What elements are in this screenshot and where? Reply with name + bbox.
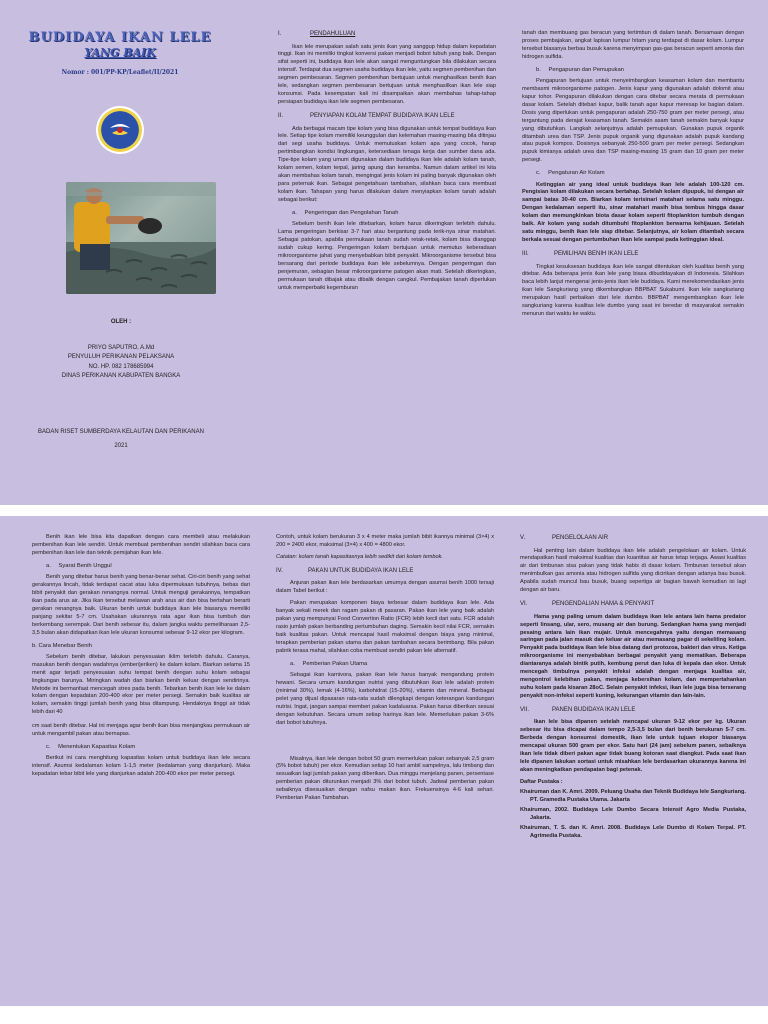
section-heading-intro	[278, 30, 496, 39]
subsection-heading	[46, 743, 250, 751]
section-heading-pond	[278, 112, 496, 121]
agency-name: BADAN RISET SUMBERDAYA KELAUTAN DAN PERIKANAN	[38, 429, 204, 435]
paragraph: cm saat benih ditebar. Hal ini menjaga agar benih ikan bisa menjangkau permukaan air untuk mengambil pakan atau bernapas.	[32, 723, 250, 738]
reference-item: Khairuman dan K. Amri. 2009. Peluang Usaha dan Teknik Budidaya lele Sangkuriang. PT. Gramedia Pustaka Utama. Jakarta	[520, 788, 746, 803]
paragraph: Anjuran pakan ikan lele berdasarkan umurnya dengan asumsi benih 1000 tersaji dalam Tabel berikut :	[276, 580, 494, 595]
section-number: VI.	[520, 601, 528, 608]
back-column-1	[32, 534, 250, 1002]
paragraph: Pengapuran bertujuan untuk menyeimbangkan keasaman kolam dan membantu membasmi mikroorganisme patogen. Jenis kapur yang digunakan adalah dolomit atau kapur tohor. Pengapuran dilakukan dengan cara ditebar secara merata di permukaan dasar kolam. Setelah ditebari kapur, balik tanah agar kapur meresap ke bagian dalam. Dosis yang diperlukan untuk pengapuran adalah 250-750 gram per meter persegi, atau tergantung pada derajat keasaman tanah. Semakin asam tanah semakin banyak kapur yang dibutuhkan. Langkah selanjutnya adalah pemupukan. Gunakan pupuk organik ditambah urea dan TSP. Jenis pupuk organik yang digunakan adalah pupuk kandang atau pupuk kompos. Dosisnya sebanyak 250-500 gram per meter persegi. Sedangkan pupuk kimianya adalah urea dan TSP masing-masing 15 gram dan 10 gram per meter persegi.	[522, 77, 744, 164]
subsection-title: Pengapuran dan Pemupukan	[548, 66, 624, 73]
leaflet-page-back	[0, 516, 768, 1006]
subsection-letter: c.	[46, 744, 51, 751]
subsection-letter: a.	[290, 660, 295, 667]
author-office: DINAS PERIKANAN KABUPATEN BANGKA	[61, 373, 181, 380]
author-role: PENYULUH PERIKANAN PELAKSANA	[67, 354, 175, 361]
paragraph: Berikut ini cara menghitung kapasitas kolam untuk budidaya ikan lele secara intensif. Asumsi kedalaman kolam 1-1,5 meter (kedalaman yang dianjurkan). Maka kepadatan tebar bibit lele yang dianjurkan adalah 200-400 ekor per meter persegi.	[32, 755, 250, 778]
section-number: VII.	[520, 706, 530, 713]
reference-item: Khairuman, 2002. Budidaya Lele Dumbo Secara Intensif Agro Media Pustaka, Jakarta.	[520, 806, 746, 821]
subsection-heading	[290, 660, 494, 668]
front-column-3	[522, 30, 744, 500]
subsection-title: Pemberian Pakan Utama	[302, 660, 368, 667]
section-title: PEMILIHAN BENIH IKAN LELE	[554, 251, 639, 257]
paragraph: Contoh, untuk kolam berukuran 3 x 4 meter maka jumlah bibit ikannya minimal (3×4) x 200 = 2400 ekor, maksimal (3×4) x 400 = 4800 ekor.	[276, 534, 494, 548]
author-name: PRIYO SAPUTRO, A.Md	[87, 344, 155, 351]
ministry-emblem-icon	[96, 106, 144, 154]
subsection-heading	[46, 562, 250, 570]
title-line-2: YANG BAIK	[84, 46, 156, 59]
subsection-title: b. Cara Menebar Benih	[32, 642, 92, 649]
paragraph: tanah dan membuang gas beracun yang tertimbun di dalam tanah. Bersamaan dengan proses pembajakan, angkat lapisan lumpur hitam yang terdapat di dasar kolam. Lumpur tersebut biasanya berbau busuk karena menyimpan gas-gas beracun seperti amonia dan hidrogen sulfida.	[522, 30, 744, 60]
subsection-title: Menentukan Kapasitas Kolam	[58, 744, 136, 751]
section-heading-feed	[276, 567, 494, 576]
subsection-heading	[32, 642, 250, 650]
back-column-2	[276, 534, 494, 1002]
paragraph: Tingkat kesuksesan budidaya ikan lele sangat ditentukan oleh kualitas benih yang ditebar. Ada beberapa jenis ikan lele yang biasa dibudidayakan di Indonesia. Silahkan baca lebih lanjut mengenai jenis-jenis ikan lele budidaya. Kami merekomendasikan jenis ikan lele Sangkuriang yang dikembangkan BBPBAT Sukabumi. Ikan lele sangkuriang merupakan hasil perbaikan dari lele dumbo. BBPBAT mengembangkan ikan lele sangkuriang karena kualitas lele dumbo yang saat ini beredar di masyarakat semakin menurun dari waktu ke waktu.	[522, 263, 744, 318]
subsection-heading	[536, 66, 744, 74]
subsection-letter: c.	[536, 170, 541, 177]
subsection-title: Syarat Benih Unggul	[58, 562, 112, 569]
section-title: PENGELOLAAN AIR	[552, 535, 609, 541]
subsection-letter: a.	[292, 209, 297, 216]
subsection-title: Pengaturan Air Kolam	[548, 170, 605, 177]
references-title: Daftar Pustaka :	[520, 779, 563, 786]
paragraph: Pakan merupakan komponen biaya terbesar dalam budidaya ikan lele. Ada banyak sekali merek dan ragam pakan di pasaran. Pakan ikan lele yang baik adalah pakan yang mempunyai Food Convertion Ratio (FCR) lebih kecil dari satu. FCR adalah rasio jumlah pakan berbanding pertumbuhan daging. Semakin kecil nilai FCR, semakin baik kualitas pakan. Untuk mencapai hasil maksimal dengan biaya yang minimal, terapkan pemberian pakan utama dan pakan tambahan secara berimbang. Bila pakan pabrik terasa mahal, silahkan coba membuat sendiri pakan lele alternatif.	[276, 600, 494, 654]
paragraph: Sebagai ikan karnivora, pakan ikan lele harus banyak mengandung protein hewani. Secara umum kandungan nutrisi yang dibutuhkan ikan lele adalah protein (minimal 30%), lemak (4-16%), karbohidrat (15-20%), vitamin dan mineral. Berbagai pelet yang dijual dipasaran rata-rata sudah dilengkapi dengan keterangan kandungan nutrisi. Ingat, jangan sampai memberi pakan kadaluarsa. Pakan harus diberikan sesuai dengan kebutuhan. Secara umum setiap harinya ikan lele. Memerlukan pakan 3-6% dari bobot tubuhnya.	[276, 671, 494, 726]
section-heading-seed	[522, 250, 744, 259]
reference-item: Khairuman, T. S. dan K. Amri. 2008. Budidaya Lele Dumbo di Kolam Terpal. PT. Agrimedia Pustaka.	[520, 824, 746, 839]
title-line-1: BUDIDAYA IKAN LELE	[28, 30, 212, 45]
paragraph: Sebelum benih ditebar, lakukan penyesuaian iklim terlebih dahulu. Caranya, masukan benih dengan wadahnya (ember/jeriken) ke dalam kolam. Biarkan selama 15 menit agar terjadi penyesuaian suhu tempat benih dengan suhu kolam sebagai lingkungan barunya. Miringkan wadah dan biarkan benih keluar dengan sendirinya. Metode ini bermanfaat mencegah stres pada benih. Tebarkan benih ikan lele ke dalam kolam dengan kepadatan 200-400 ekor per meter persegi. Semakin baik kualitas air kolam, semakin tinggi jumlah benih yang bisa ditampung. Hendaknya tinggi air tidak lebih dari 40	[32, 653, 250, 716]
subsection-heading	[292, 209, 496, 217]
subsection-heading	[536, 169, 744, 177]
section-title: PENYIAPAN KOLAM TEMPAT BUDIDAYA IKAN LELE	[310, 113, 455, 120]
paragraph: Misalnya, ikan lele dengan bobot 50 gram memerlukan pakan sebanyak 2,5 gram (5% bobot tubuh) per ekor. Kemudian setiap 10 hari ambil sampelnya, lalu timbang dan sesuaikan lagi jumlah pakan yang diberikan. Dua minggu menjelang panen, persentase pemberian pakan diturunkan menjadi 3% dari bobot tubuh. Jadwal pemberian pakan sebaiknya disesuaikan dengan nafsu makan ikan. Frekuensinya 4-6 kali sehari. Pemberian Pakan Tambahan.	[276, 755, 494, 802]
paragraph: Benih ikan lele bisa kita dapatkan dengan cara membeli atau melakukan pembenihan ikan lele sendiri. Untuk membuat pembenihan sendiri silahkan baca cara pembenihan ikan lele dan teknik pemijahan ikan lele.	[32, 534, 250, 556]
references-list	[520, 789, 746, 841]
fish-farmer-photo	[66, 182, 216, 294]
by-label: OLEH :	[110, 319, 132, 325]
section-heading-water	[520, 534, 746, 543]
paragraph: Benih yang ditebar harus benih yang benar-benar sehat. Ciri-ciri benih yang sehat gerakannya lincah, tidak terdapat cacat atau luka dipermukaan tubuhnya, bebas dari bibit penyakit dan gerakan renangnya normal. Untuk menguji gerakannya, tempatkan ikan pada arus air. Jika ikan tersebut melawan arah arus air dan bisa bertahan berarti gerakan renangnya baik. Ukuran benih untuk budidaya ikan lele biasanya memiliki panjang sekitar 5-7 cm. Usahakan ukurannya rata agar ikan bisa tumbuh dan berkembang serempak. Dari benih sebesar itu, dalam jangka waktu pemeliharaan 2,5-3,5 bulan akan didapatkan ikan lele ukuran konsumsi sebesar 9-12 ekor per kilogram.	[32, 574, 250, 636]
subsection-letter: b.	[536, 66, 541, 73]
subsection-title: Pengeringan dan Pengolahan Tanah	[304, 209, 399, 216]
document-number: Nomor : 001/PP-KP/Leaflet/II/2021	[61, 69, 179, 76]
section-number: V.	[520, 535, 526, 541]
publication-year: 2021	[114, 442, 128, 449]
note: Catatan: kolam tanah kapasitasnya lebih sedikit dari kolam tembok.	[276, 553, 443, 560]
section-title: PENDAHULUAN	[310, 31, 356, 37]
section-number: IV.	[276, 567, 283, 574]
paragraph: Hama yang paling umum dalam budidaya ikan lele antara lain hama predator seperti linsang, ular, sero, musang air dan burung. Sedangkan hama yang menjadi pesaing antara lain ikan mujair. Untuk mencegahnya yaitu dengan memasang saringan pada jalan masuk dan keluar air atau memasang pagar di sekeliling kolam. Penyakit pada budidaya ikan lele bisa datang dari protozoa, bakteri dan virus. Ketiga mikroorganisme ini menyebabkan berbagai penyakit yang mematikan. Beberapa diantaranya adalah bintik putih, kembung perut dan luka di kepala dan ekor. Untuk mencegah timbulnya penyakit infeksi adalah dengan menjaga kualitas air, mengontrol kelebihan pakan, menjaga kebersihan kolam, dan mempertahankan suhu kolam pada kisaran 28oC. Selain penyakit infeksi, ikan lele juga bisa terserang penyakit non-infeksi seperti kuning, kekurangan vitamin dan lain-lain.	[520, 613, 746, 700]
paragraph: Sebelum benih ikan lele ditebarkan, kolam harus dikeringkan terlebih dahulu. Lama pengeringan berkisar 3-7 hari atau bergantung pada terik-nya sinar matahari. Sebagai patokan, apabila permukaan tanah sudah retak-retak, kolam bisa dianggap sudah cukup kering. Pengeringan kolam bertujuan untuk memutus keberadaan mikroorganisme jahat yang menyebabkan bibit penyakit. Mikroorganisme tersebut bisa bersarang dari periode budidaya ikan lele sebelumnya. Dengan pengeringan dan penjemuran, sebagian besar mikroorganisme patogen akan mati. Setelah dikeringkan, permukaan tanah dibajak atau dibalik dengan cangkul. Pembajakan tanah diperlukan untuk memperbaiki kegemburan	[278, 221, 496, 291]
section-title: PANEN BUDIDAYA IKAN LELE	[552, 706, 636, 713]
section-heading-pest	[520, 600, 746, 609]
author-phone: NO. HP. 082 178685994	[88, 363, 154, 370]
author-block	[38, 318, 204, 382]
front-column-2	[278, 30, 496, 500]
leaflet-page-front	[0, 0, 768, 505]
paragraph: Ada berbagai macam tipe kolam yang bisa digunakan untuk tempat budidaya ikan lele. Setiap tipe kolam memiliki keunggulan dan kelemahan masing-masing bila ditinjau dari segi usaha budidaya. Untuk memutuskan kolam apa yang cocok, harap pertimbangkan kondisi lingkungan, ketersediaan tenaga kerja dan sumber dana ada. Tipe-tipe kolam yang umum digunakan dalam budidaya ikan lele adalah kolam tanah, kolam semen, kolam terpal, jaring apung dan keramba. Namun dalam artikel ini kita akan membahas kolam tanah, mengingat jenis kolam ini paling banyak digunakan oleh para peternak ikan. Sebagai pengetahuan tambahan, silahkan baca cara membuat kolam ikan. Tahapan yang harus dilakukan dalam menyiapkan kolam tanah adalah sebagai berikut:	[278, 125, 496, 203]
section-title: PENGENDALIAN HAMA & PENYAKIT	[552, 601, 655, 608]
paragraph: Ikan lele merupakan salah satu jenis ikan yang sanggup hidup dalam kepadatan tinggi. Ikan ini memiliki tingkat konversi pakan menjadi bobot tubuh yang baik. Dengan sifat seperti ini, budidaya ikan lele akan sangat menguntungkan bila dilakukan secara intensif. Terdapat dua segmen usaha budidaya ikan lele, yaitu segmen pembenihan dan segmen pembesaran. Segmen pembenihan bertujuan untuk menghasilkan benih ikan lele, sedangkan segmen pembesaran bertujuan untuk menghasilkan ikan lele siap konsumsi. Pada kesempatan kali ini disampaikan akan membahas tahap-tahap persiapan budidaya ikan lele segmen pembesaran.	[278, 43, 496, 106]
paragraph: Ikan lele bisa dipanen setelah mencapai ukuran 9-12 ekor per kg. Ukuran sebesar itu bisa dicapai dalam tempo 2,5-3,5 bulan dari benih berukuran 5-7 cm. Berbeda dengan konsumsi domestik, ikan lele untuk tujuan ekspor biasanya mencapai ukuran 500 gram per ekor. Satu hari (24 jam) sebelum panen, sebaiknya ikan lele tidak diberi pakan agar tidak buang kotoran saat diangkut. Pada saat ikan lele dipanen lakukan sortasi untuk misahkan lele berdasarkan ukurannya karena ini akan meningkatkan pendapatan bagi petenak.	[520, 719, 746, 774]
paragraph: Hal penting lain dalam budidaya ikan lele adalah pengelolaan air kolam. Untuk mendapatkan hasil maksimal kualitas dan kuantitas air harus tetap terjaga. Awasi kualitas air dari timbunan sisa pakan yang tidak habis di dasar kolam. Timbunan tersebut akan menimbulkan gas amonia atau hidrogen sulfida yang dicirikan dengan adanya bau busuk. Apabila sudah muncul bau busuk, buang sepertiga air bagian bawah kemudian isi lagi dengan air baru.	[520, 547, 746, 594]
section-number: II.	[278, 113, 284, 120]
agency-block	[20, 428, 222, 451]
subsection-letter: a.	[46, 562, 51, 569]
back-column-3	[520, 534, 746, 1002]
section-title: PAKAN UNTUK BUDIDAYA IKAN LELE	[308, 567, 414, 574]
paragraph: Ketinggian air yang ideal untuk budidaya ikan lele adalah 100-120 cm. Pengisian kolam dilakukan secara bertahap. Setelah kolam dipupuk, isi dengan air sampai batas 30-40 cm. Biarkan kolam terisinari matahari selama satu minggu. Dengan kedalaman seperti itu, sinar matahari masih bisa tembus hingga dasar kolam dan memungkinkan biota dasar kolam seperti fitoplankton tumbuh dengan baik. Air kolam yang sudah ditumbuhi fitoplankton berwarna kehijauan. Setelah satu minggu, benih ikan lele siap ditebar. Selanjutnya, air kolam ditambah secara berkala sesuai dengan pertumbuhan ikan lele sampai pada ketinggian ideal.	[522, 181, 744, 244]
section-number: I.	[278, 31, 282, 37]
section-heading-harvest	[520, 706, 746, 715]
section-number: III.	[522, 251, 529, 257]
